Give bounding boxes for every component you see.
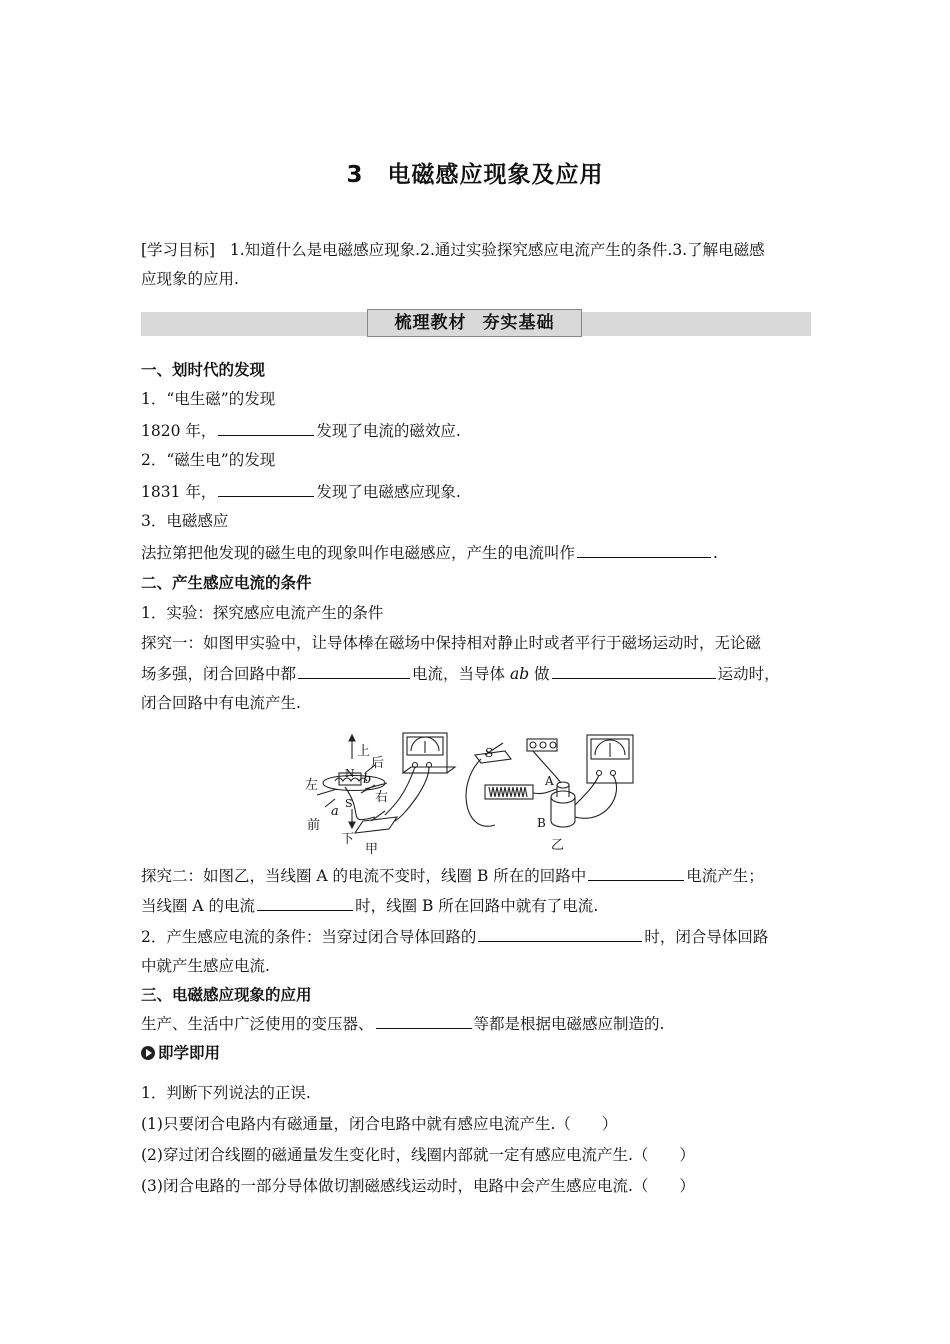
down-arrow-head <box>349 822 355 828</box>
label-right: 右 <box>375 790 389 805</box>
banner-right-text: 夯实基础 <box>482 313 555 333</box>
objectives-text: 1.知道什么是电磁感应现象.2.通过实验探究感应电流产生的条件.3.了解电磁感 <box>229 241 765 259</box>
learning-objectives-line2: 应现象的应用. <box>141 270 239 288</box>
label-a: a <box>331 804 339 819</box>
explore1-text-a: 场多强，闭合回路中都 <box>141 665 297 683</box>
up-arrow-head <box>349 735 355 741</box>
battery-cell3 <box>550 742 556 748</box>
explore2-line2 <box>141 895 813 916</box>
label-S: S <box>345 797 353 810</box>
terminal-b1 <box>597 771 602 776</box>
explore1-text-d: 运动时， <box>717 665 780 683</box>
condition-line2: 中就产生感应电流. <box>141 957 270 975</box>
item2-line <box>141 481 813 502</box>
question-title: 1．判断下列说法的正误. <box>141 1084 311 1102</box>
application-text-b: 等都是根据电磁感应制造的. <box>473 1015 665 1033</box>
rheostat-coil <box>489 787 527 797</box>
question-2: (2)穿过闭合线圈的磁通量发生变化时，线圈内部就一定有感应电流产生.（ ） <box>141 1146 695 1164</box>
coil-A-top <box>557 782 569 788</box>
item3-post: . <box>713 544 718 562</box>
battery-cell1 <box>530 742 536 748</box>
explore1-line3: 闭合回路中有电流产生. <box>141 694 301 712</box>
label-front: 前 <box>307 818 321 833</box>
learning-objectives-line1 <box>141 240 813 260</box>
item2-title: 2．“磁生电”的发现 <box>141 451 276 469</box>
explore1-line1: 探究一：如图甲实验中，让导体棒在磁场中保持相对静止时或者平行于磁场运动时，无论磁 <box>141 634 762 652</box>
explore2-line1 <box>141 865 813 886</box>
label-back: 后 <box>371 756 385 771</box>
practice-heading-row <box>141 1043 813 1063</box>
practice-heading: 即学即用 <box>158 1044 221 1062</box>
wire-a1 <box>385 767 415 815</box>
experiment-title: 1．实验：探究感应电流产生的条件 <box>141 604 384 622</box>
coil-B-top <box>551 791 575 803</box>
banner-left-text: 梳理教材 <box>394 313 467 333</box>
fill-blank-1[interactable] <box>218 420 314 436</box>
condition-text-b: 时，闭合导体回路 <box>644 928 769 946</box>
label-jia: 甲 <box>365 842 379 855</box>
fill-blank-5[interactable] <box>552 663 716 679</box>
question-3: (3)闭合电路的一部分导体做切割磁感线运动时，电路中会产生感应电流.（ ） <box>141 1177 695 1195</box>
item2-post: 发现了电磁感应现象. <box>316 483 461 501</box>
item3-pre: 法拉第把他发现的磁生电的现象叫作电磁感应，产生的电流叫作 <box>141 544 576 562</box>
explore2-text-d: 时，线圈 B 所在回路中就有了电流. <box>355 897 599 915</box>
page-title: 3 电磁感应现象及应用 <box>346 162 604 188</box>
label-yi: 乙 <box>551 838 565 853</box>
experiment-figure <box>305 725 655 855</box>
section2-heading: 二、产生感应电流的条件 <box>141 574 312 592</box>
condition-text-a: 2．产生感应电流的条件：当穿过闭合导体回路的 <box>141 928 477 946</box>
explore1-text-b: 电流，当导体 <box>412 665 510 683</box>
section1-heading: 一、划时代的发现 <box>141 361 266 379</box>
item1-title: 1．“电生磁”的发现 <box>141 390 276 408</box>
fill-blank-3[interactable] <box>577 542 711 558</box>
item1-post: 发现了电流的磁效应. <box>316 422 461 440</box>
label-down: 下 <box>341 832 355 847</box>
question-1: (1)只要闭合电路内有磁通量，闭合电路中就有感应电流产生.（ ） <box>141 1115 618 1133</box>
label-b: b <box>363 772 372 787</box>
label-coil-A: A <box>545 774 554 788</box>
item2-pre: 1831 年， <box>141 483 217 501</box>
fill-blank-7[interactable] <box>257 895 353 911</box>
explore1-ab: ab <box>509 665 530 683</box>
section3-heading: 三、电磁感应现象的应用 <box>141 986 312 1004</box>
fill-blank-4[interactable] <box>298 663 410 679</box>
application-text-a: 生产、生活中广泛使用的变压器、 <box>141 1015 374 1033</box>
label-switch-S: S <box>485 746 494 760</box>
left-arrow-line <box>317 789 337 795</box>
explore2-text-a: 探究二：如图乙，当线圈 A 的电流不变时，线圈 B 所在的回路中 <box>141 867 587 885</box>
label-left: 左 <box>305 778 319 793</box>
explore1-line2 <box>141 663 813 684</box>
battery-box <box>527 739 557 751</box>
condition-line1 <box>141 926 813 947</box>
explore2-text-c: 当线圈 A 的电流 <box>141 897 256 915</box>
item3-line <box>141 542 813 563</box>
objectives-label: [学习目标] <box>141 241 216 259</box>
item1-pre: 1820 年， <box>141 422 217 440</box>
fill-blank-8[interactable] <box>478 926 642 942</box>
fill-blank-2[interactable] <box>218 481 314 497</box>
fill-blank-9[interactable] <box>376 1013 472 1029</box>
explore1-text-c: 做 <box>529 665 550 683</box>
fill-blank-6[interactable] <box>588 865 684 881</box>
play-circle-icon <box>141 1046 155 1060</box>
explore2-text-b: 电流产生； <box>686 867 764 885</box>
battery-cell2 <box>540 742 546 748</box>
terminal-b2 <box>611 771 616 776</box>
item3-title: 3．电磁感应 <box>141 512 229 530</box>
item1-line <box>141 420 813 441</box>
application-line <box>141 1013 813 1034</box>
section-banner <box>367 309 582 337</box>
label-up: 上 <box>357 744 371 759</box>
label-coil-B: B <box>537 816 546 830</box>
label-N: N <box>345 767 355 780</box>
